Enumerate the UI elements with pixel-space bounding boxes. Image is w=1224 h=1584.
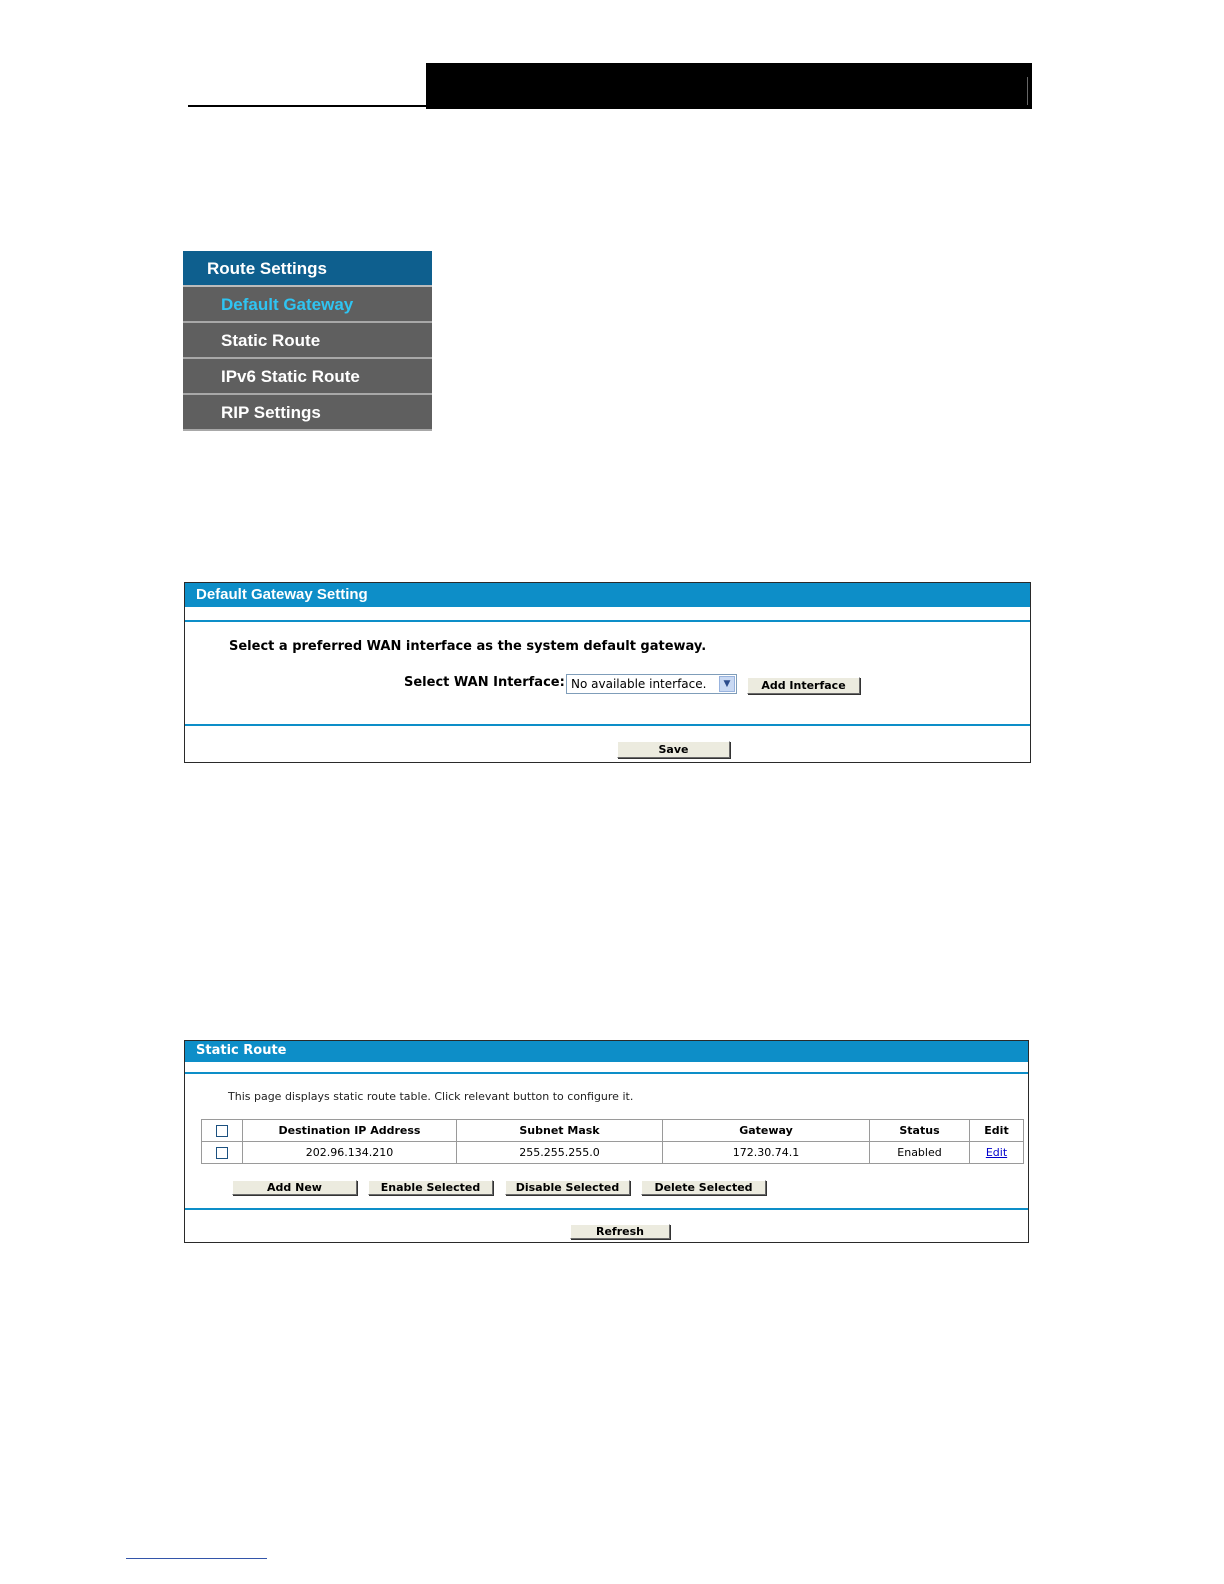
disable-selected-button[interactable]: Disable Selected [505,1180,630,1195]
static-route-panel [184,1040,1029,1243]
panel-separator [185,724,1030,726]
menu-item-static-route[interactable]: Static Route [183,323,432,359]
edit-link[interactable]: Edit [985,1146,1008,1159]
column-header: Subnet Mask [457,1120,663,1142]
column-header: Edit [970,1120,1024,1142]
column-header: Gateway [663,1120,870,1142]
subnet-mask-cell: 255.255.255.0 [457,1142,663,1164]
add-new-button[interactable]: Add New [232,1180,357,1195]
select-all-cell [202,1120,243,1142]
static-route-table [201,1119,1024,1164]
panel-description: This page displays static route table. Click relevant button to configure it. [228,1090,634,1103]
header-bar [426,63,1032,109]
edit-cell [970,1142,1024,1164]
route-settings-menu [183,251,432,431]
wan-interface-value: No available interface. [571,677,707,691]
select-all-checkbox[interactable] [216,1125,228,1137]
menu-item-ipv6-static-route[interactable]: IPv6 Static Route [183,359,432,395]
table-header-row [202,1120,1024,1142]
panel-separator [185,1208,1028,1210]
refresh-button[interactable]: Refresh [570,1224,670,1239]
wan-interface-label: Select WAN Interface: [404,675,565,690]
header-bar-divider [1027,77,1028,105]
save-button[interactable]: Save [617,741,730,758]
panel-description: Select a preferred WAN interface as the system default gateway. [229,639,707,654]
footer-link-underline [126,1558,267,1559]
enable-selected-button[interactable]: Enable Selected [368,1180,493,1195]
add-interface-button[interactable]: Add Interface [747,677,860,694]
panel-title: Static Route [185,1041,1028,1062]
destination-cell: 202.96.134.210 [243,1142,457,1164]
header-rule [188,105,428,107]
row-checkbox[interactable] [216,1147,228,1159]
menu-item-default-gateway[interactable]: Default Gateway [183,287,432,323]
table-row [202,1142,1024,1164]
wan-interface-select[interactable] [566,674,737,694]
chevron-down-icon[interactable]: ▼ [719,676,735,692]
column-header: Status [870,1120,970,1142]
menu-item-rip-settings[interactable]: RIP Settings [183,395,432,431]
menu-header[interactable]: Route Settings [183,251,432,287]
status-cell: Enabled [870,1142,970,1164]
delete-selected-button[interactable]: Delete Selected [641,1180,766,1195]
panel-separator [185,620,1030,622]
panel-title: Default Gateway Setting [185,583,1030,607]
default-gateway-panel [184,582,1031,763]
panel-separator [185,1072,1028,1074]
gateway-cell: 172.30.74.1 [663,1142,870,1164]
column-header: Destination IP Address [243,1120,457,1142]
row-select-cell [202,1142,243,1164]
